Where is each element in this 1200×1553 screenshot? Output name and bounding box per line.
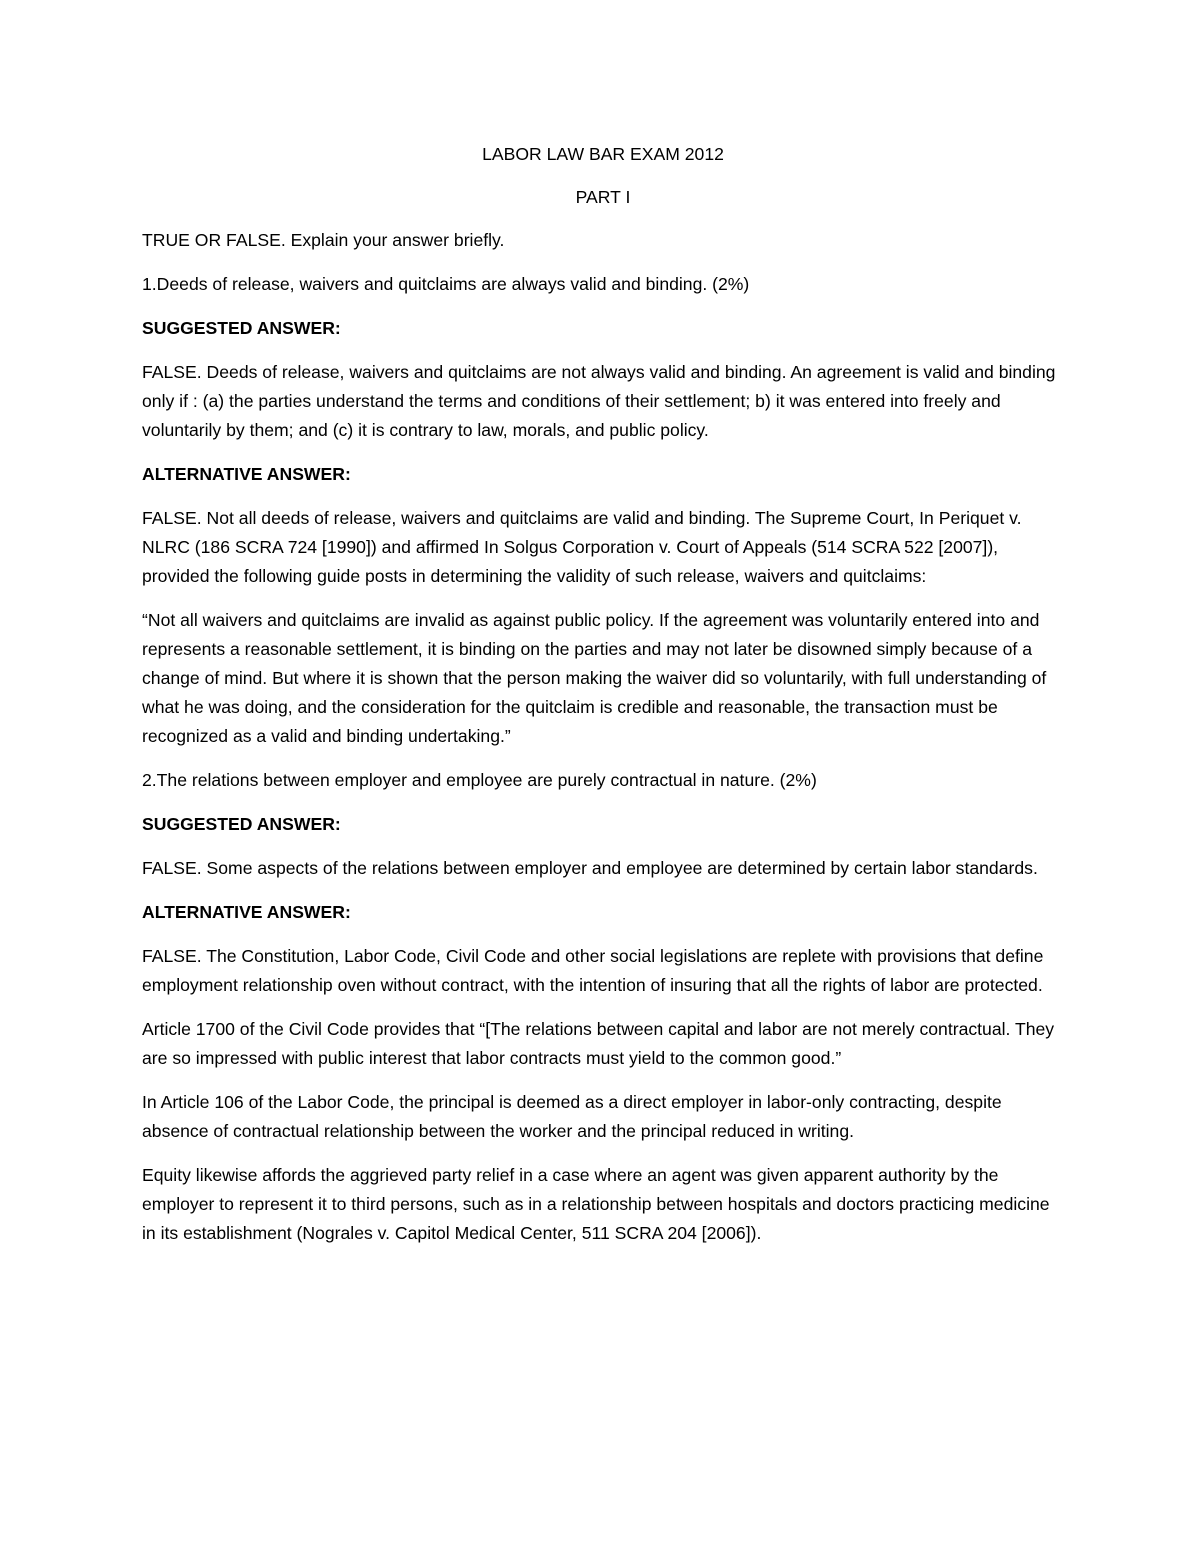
q2-suggested-heading: SUGGESTED ANSWER:	[142, 814, 341, 834]
q2-article-106: In Article 106 of the Labor Code, the principal is deemed as a direct employer in labor-only contracting, despite absence of contractual relationship between the worker and the principal reduced in writing.	[142, 1092, 1002, 1141]
document-body	[142, 140, 1064, 1263]
q1-suggested-heading: SUGGESTED ANSWER:	[142, 318, 341, 338]
q2-article-1700: Article 1700 of the Civil Code provides that “[The relations between capital and labor are not merely contractual. They are so impressed with public interest that labor contracts must yield to the common good.”	[142, 1019, 1055, 1068]
part-heading: PART I	[575, 187, 631, 207]
q1-alternative-heading: ALTERNATIVE ANSWER:	[142, 464, 351, 484]
q2-equity: Equity likewise affords the aggrieved party relief in a case where an agent was given apparent authority by the employer to represent it to third persons, such as in a relationship between hospitals and doctors practicing medicine in its establishment (Nograles v. Capitol Medical Center, 511 SCRA 204 [2006]).	[142, 1165, 1050, 1243]
question-1: 1.Deeds of release, waivers and quitclaims are always valid and binding. (2%)	[142, 274, 750, 294]
instructions: TRUE OR FALSE. Explain your answer briefly.	[142, 230, 505, 250]
q1-quote: “Not all waivers and quitclaims are invalid as against public policy. If the agreement was voluntarily entered into and represents a reasonable settlement, it is binding on the parties and may not later be disowned simply because of a change of mind. But where it is shown that the person making the waiver did so voluntarily, with full understanding of what he was doing, and the consideration for the quitclaim is credible and reasonable, the transaction must be recognized as a valid and binding undertaking.”	[142, 610, 1047, 746]
document-title: LABOR LAW BAR EXAM 2012	[482, 144, 724, 164]
q2-alternative-answer: FALSE. The Constitution, Labor Code, Civil Code and other social legislations are replete with provisions that define employment relationship oven without contract, with the intention of insuring that all the rights of labor are protected.	[142, 946, 1044, 995]
q1-suggested-answer: FALSE. Deeds of release, waivers and quitclaims are not always valid and binding. An agreement is valid and binding only if : (a) the parties understand the terms and conditions of their settlement; b) it was entered into freely and voluntarily by them; and (c) it is contrary to law, morals, and public policy.	[142, 362, 1056, 440]
q2-suggested-answer: FALSE. Some aspects of the relations between employer and employee are determined by certain labor standards.	[142, 858, 1038, 878]
q1-alternative-answer: FALSE. Not all deeds of release, waivers and quitclaims are valid and binding. The Supreme Court, In Periquet v. NLRC (186 SCRA 724 [1990]) and affirmed In Solgus Corporation v. Court of Appeals (514 SCRA 522 [2007]), provided the following guide posts in determining the validity of such release, waivers and quitclaims:	[142, 508, 1022, 586]
q2-alternative-heading: ALTERNATIVE ANSWER:	[142, 902, 351, 922]
question-2: 2.The relations between employer and employee are purely contractual in nature. (2%)	[142, 770, 817, 790]
